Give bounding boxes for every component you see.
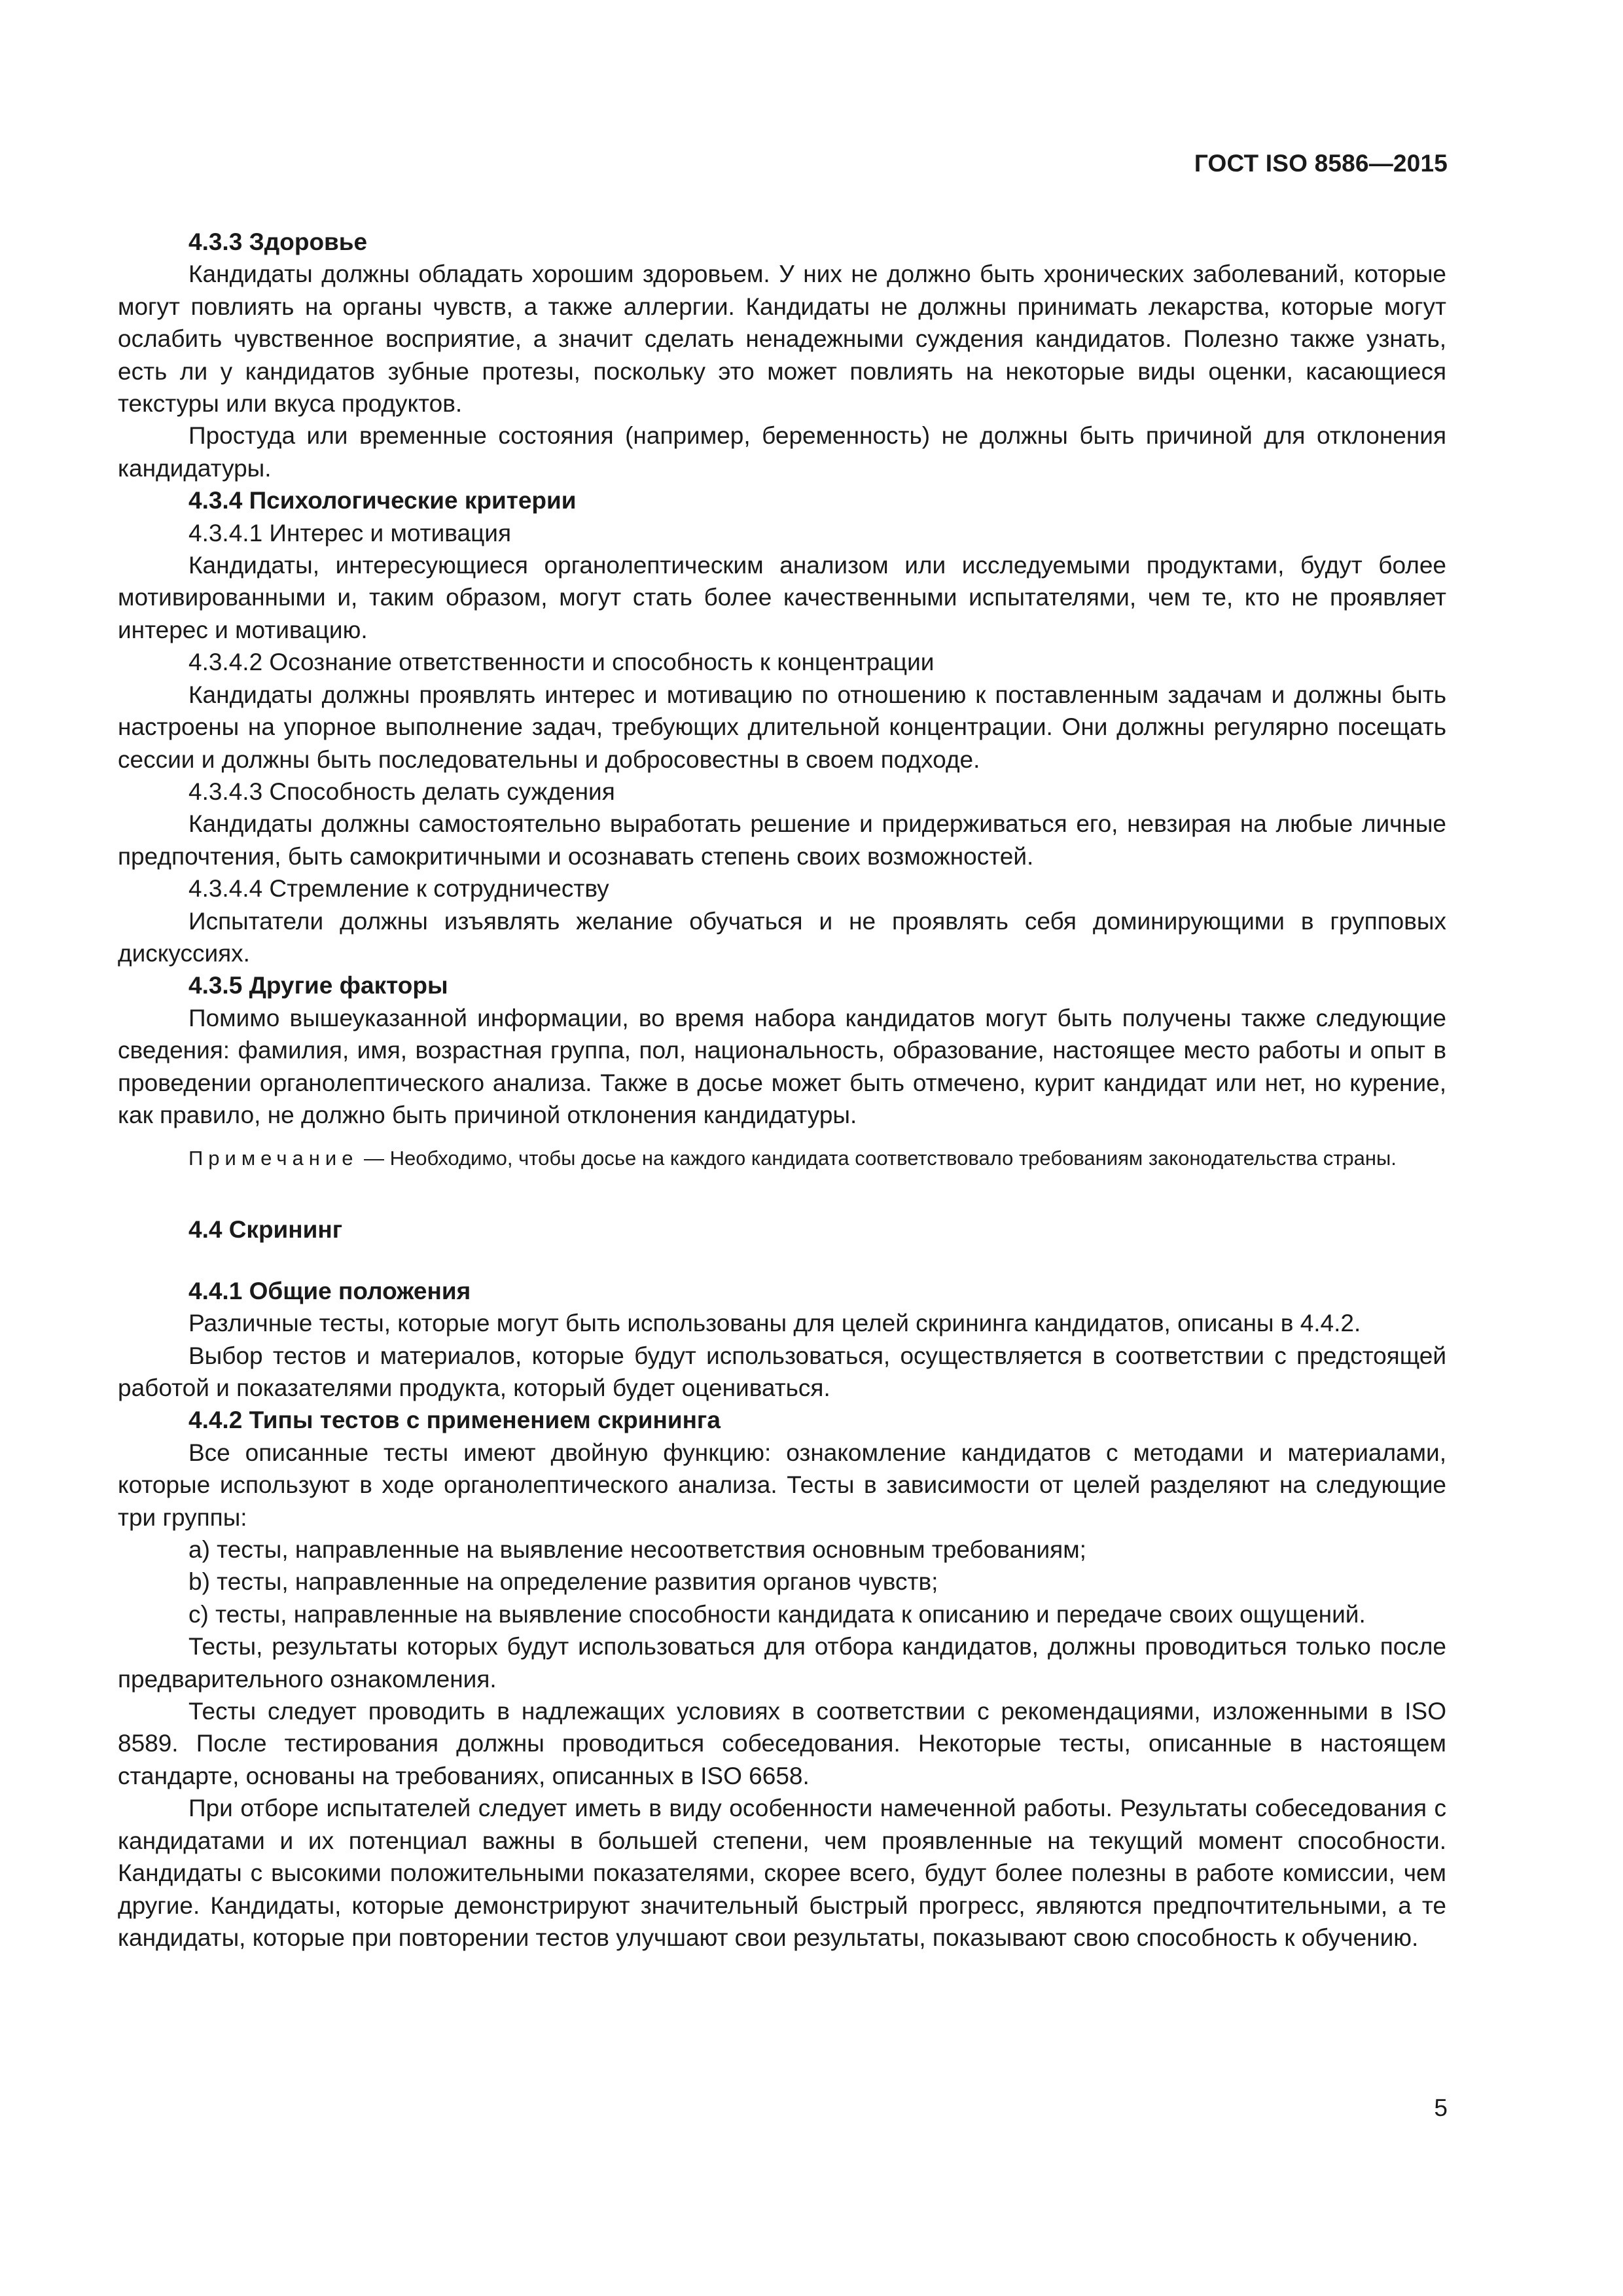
subsection-heading-4-3-4-3: 4.3.4.3 Способность делать суждения — [188, 778, 615, 805]
section-heading-4-4-1: 4.4.1 Общие положения — [188, 1277, 471, 1304]
paragraph: Испытатели должны изъявлять желание обучаться и не проявлять себя доминирующими в групповых дискуссиях. — [118, 907, 1446, 967]
note-label: Примечание — [188, 1147, 359, 1170]
section-heading-4-3-4: 4.3.4 Психологические критерии — [188, 487, 577, 514]
document-code-header: ГОСТ ISO 8586—2015 — [1194, 150, 1448, 177]
paragraph: Кандидаты должны самостоятельно выработать решение и придерживаться его, невзирая на любые личные предпочтения, быть самокритичными и осознавать степень своих возможностей. — [118, 810, 1446, 870]
paragraph: Кандидаты должны проявлять интерес и мотивацию по отношению к поставленным задачам и должны быть настроены на упорное выполнение задач, требующих длительной концентрации. Они должны регулярно посещать сессии и должны быть последовательны и добросовестны в своем подходе. — [118, 681, 1446, 773]
paragraph: Кандидаты должны обладать хорошим здоровьем. У них не должно быть хронических заболеваний, которые могут повлиять на органы чувств, а также аллергии. Кандидаты не должны принимать лекарства, которые могут ослабить чувственное восприятие, а значит сделать ненадежными суждения кандидатов. Полезно также узнать, есть ли у кандидатов зубные протезы, поскольку это может повлиять на некоторые виды оценки, касающиеся текстуры или вкуса продуктов. — [118, 260, 1446, 418]
paragraph: Тесты, результаты которых будут использоваться для отбора кандидатов, должны проводиться только после предварительного ознакомления. — [118, 1633, 1446, 1693]
list-item-b: b) тесты, направленные на определение развития органов чувств; — [188, 1568, 938, 1596]
paragraph: Выбор тестов и материалов, которые будут использоваться, осуществляется в соответствии с предстоящей работой и показателями продукта, который будет оцениваться. — [118, 1342, 1446, 1401]
note — [118, 1144, 1446, 1173]
list-item-c: c) тесты, направленные на выявление способности кандидата к описанию и передаче своих ощущений. — [188, 1600, 1366, 1628]
paragraph: Различные тесты, которые могут быть использованы для целей скрининга кандидатов, описаны в 4.4.2. — [188, 1310, 1361, 1337]
paragraph: При отборе испытателей следует иметь в виду особенности намеченной работы. Результаты собеседования с кандидатами и их потенциал важны в большей степени, чем проявленные на текущий момент способности. Кандидаты с высокими положительными показателями, скорее всего, будут более полезны в работе комиссии, чем другие. Кандидаты, которые демонстрируют значительный быстрый прогресс, являются предпочтительными, а те кандидаты, которые при повторении тестов улучшают свои результаты, показывают свою способность к обучению. — [118, 1795, 1446, 1951]
section-heading-4-3-5: 4.3.5 Другие факторы — [188, 972, 448, 999]
paragraph: Все описанные тесты имеют двойную функцию: ознакомление кандидатов с методами и материалами, которые используют в ходе органолептического анализа. Тесты в зависимости от целей разделяют на следующие три группы: — [118, 1439, 1446, 1531]
note-text: — Необходимо, чтобы досье на каждого кандидата соответствовало требованиям законодательства страны. — [358, 1147, 1397, 1170]
subsection-heading-4-3-4-1: 4.3.4.1 Интерес и мотивация — [188, 519, 511, 547]
subsection-heading-4-3-4-4: 4.3.4.4 Стремление к сотрудничеству — [188, 875, 609, 903]
paragraph: Простуда или временные состояния (например, беременность) не должны быть причиной для отклонения кандидатуры. — [118, 422, 1446, 482]
document-body — [118, 226, 1446, 1954]
subsection-heading-4-3-4-2: 4.3.4.2 Осознание ответственности и способность к концентрации — [188, 649, 935, 676]
section-heading-4-3-3: 4.3.3 Здоровье — [188, 228, 368, 255]
list-item-a: a) тесты, направленные на выявление несоответствия основным требованиям; — [188, 1536, 1086, 1564]
section-heading-4-4-2: 4.4.2 Типы тестов с применением скрининга — [188, 1407, 721, 1434]
paragraph: Помимо вышеуказанной информации, во время набора кандидатов могут быть получены также следующие сведения: фамилия, имя, возрастная группа, пол, национальность, образование, настоящее место работы и опыт в проведении органолептического анализа. Также в досье может быть отмечено, курит кандидат или нет, но курение, как правило, не должно быть причиной отклонения кандидатуры. — [118, 1004, 1446, 1128]
section-heading-4-4: 4.4 Скрининг — [188, 1216, 343, 1244]
paragraph: Тесты следует проводить в надлежащих условиях в соответствии с рекомендациями, изложенными в ISO 8589. После тестирования должны проводиться собеседования. Некоторые тесты, описанные в настоящем стандарте, основаны на требованиях, описанных в ISO 6658. — [118, 1698, 1446, 1789]
page-number: 5 — [1434, 2094, 1448, 2121]
paragraph: Кандидаты, интересующиеся органолептическим анализом или исследуемыми продуктами, будут более мотивированными и, таким образом, могут стать более качественными испытателями, чем те, кто не проявляет интерес и мотивацию. — [118, 552, 1446, 643]
